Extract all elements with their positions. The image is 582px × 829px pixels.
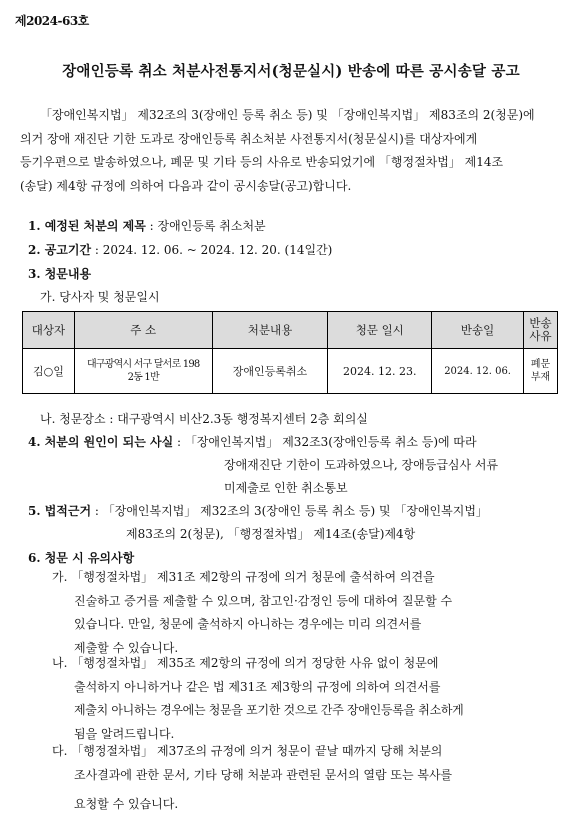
item-4-label: 4. 처분의 원인이 되는 사실	[28, 435, 174, 449]
hearing-table	[22, 311, 558, 394]
reason-line: 폐문	[530, 359, 551, 370]
item-4-line: 장애재진단 기한이 도과하였으나, 장애등급심사 서류	[224, 458, 499, 472]
na-line: 됨을 알려드립니다.	[74, 726, 175, 741]
intro-line: 등기우편으로 발송하였으나, 폐문 및 기타 등의 사유로 반송되었기에 「행정절차법」 제14조	[20, 155, 504, 169]
item-2-label: 2. 공고기간	[28, 243, 92, 257]
da-line: 조사결과에 관한 문서, 기타 당해 처분과 관련된 문서의 열람 또는 복사를	[74, 767, 453, 782]
cell-return-reason	[524, 349, 558, 394]
item-2	[28, 241, 332, 258]
item-4-line: 미제출로 인한 취소통보	[224, 481, 348, 495]
item-5-line: : 「장애인복지법」 제32조의 3(장애인 등록 취소 등) 및 「장애인복지법」	[91, 504, 488, 518]
intro-line: 「장애인복지법」 제32조의 3(장애인 등록 취소 등) 및 「장애인복지법」 제83조의 2(청문)에	[40, 108, 535, 122]
table-header: 처분내용	[212, 312, 328, 349]
item-1	[28, 217, 266, 234]
intro-line: 의거 장애 재진단 기한 도과로 장애인등록 취소처분 사전통지서(청문실시)를 대상자에게	[20, 131, 478, 146]
address-line: 대구광역시 서구 달서로 198	[87, 359, 200, 370]
item-2-value: : 2024. 12. 06. ~ 2024. 12. 20. (14일간)	[91, 243, 333, 257]
table-header: 주 소	[74, 312, 212, 349]
notice-title: 장애인등록 취소 처분사전통지서(청문실시) 반송에 따른 공시송달 공고	[62, 63, 520, 80]
item-3-label: 3. 청문내용	[28, 267, 92, 281]
item-6-label: 6. 청문 시 유의사항	[28, 551, 135, 565]
item-6-da	[52, 740, 452, 817]
table-row	[23, 349, 558, 394]
item-4	[28, 433, 477, 450]
cell-address	[74, 349, 212, 394]
address-line: 2동 1반	[127, 372, 159, 383]
item-5-line: 제83조의 2(청문), 「행정절차법」 제14조(송달)제4항	[126, 527, 416, 541]
ga-line: 가. 「행정절차법」 제31조 제2항의 규정에 의거 청문에 출석하여 의견을	[52, 570, 435, 584]
item-6-na	[52, 652, 463, 746]
da-line: 다. 「행정절차법」 제37조의 규정에 의거 청문이 끝날 때까지 당해 처분의	[52, 744, 443, 758]
ga-line: 제출할 수 있습니다.	[74, 640, 179, 655]
item-5-label: 5. 법적근거	[28, 504, 92, 518]
intro-paragraph	[20, 104, 550, 198]
item-1-value: : 장애인등록 취소처분	[145, 219, 266, 233]
cell-name: 김○일	[23, 349, 75, 394]
da-line: 요청할 수 있습니다.	[74, 797, 179, 811]
table-header: 대상자	[23, 312, 75, 349]
na-line: 나. 「행정절차법」 제35조 제2항의 규정에 의거 정당한 사유 없이 청문에	[52, 656, 439, 670]
ga-line: 있습니다. 만일, 청문에 출석하지 아니하는 경우에는 미리 의견서를	[74, 617, 422, 631]
table-header-row	[23, 312, 558, 349]
cell-return-date: 2024. 12. 06.	[432, 349, 524, 394]
item-3a: 가. 당사자 및 청문일시	[40, 290, 160, 304]
item-3b: 나. 청문장소 : 대구광역시 비산2.3동 행정복지센터 2층 회의실	[40, 412, 368, 426]
reason-line: 부재	[530, 372, 551, 383]
document-number: 제2024-63호	[15, 14, 89, 28]
table-header: 청문 일시	[328, 312, 432, 349]
item-4-line: : 「장애인복지법」 제32조3(장애인등록 취소 등)에 따라	[173, 435, 477, 449]
intro-line: (송달) 제4항 규정에 의하여 다음과 같이 공시송달(공고)합니다.	[20, 178, 352, 193]
table-header: 반송 사유	[524, 312, 558, 349]
cell-hearing-date: 2024. 12. 23.	[328, 349, 432, 394]
ga-line: 진술하고 증거를 제출할 수 있으며, 참고인·감정인 등에 대하여 질문할 수	[74, 593, 453, 608]
item-1-label: 1. 예정된 처분의 제목	[28, 219, 146, 233]
table-header: 반송일	[432, 312, 524, 349]
cell-action: 장애인등록취소	[212, 349, 328, 394]
item-5	[28, 502, 488, 519]
na-line: 출석하지 아니하거나 같은 법 제31조 제3항의 규정에 의하여 의견서를	[74, 679, 441, 694]
item-6-ga	[52, 566, 452, 660]
na-line: 제출치 아니하는 경우에는 청문을 포기한 것으로 간주 장애인등록을 취소하게	[74, 703, 464, 717]
